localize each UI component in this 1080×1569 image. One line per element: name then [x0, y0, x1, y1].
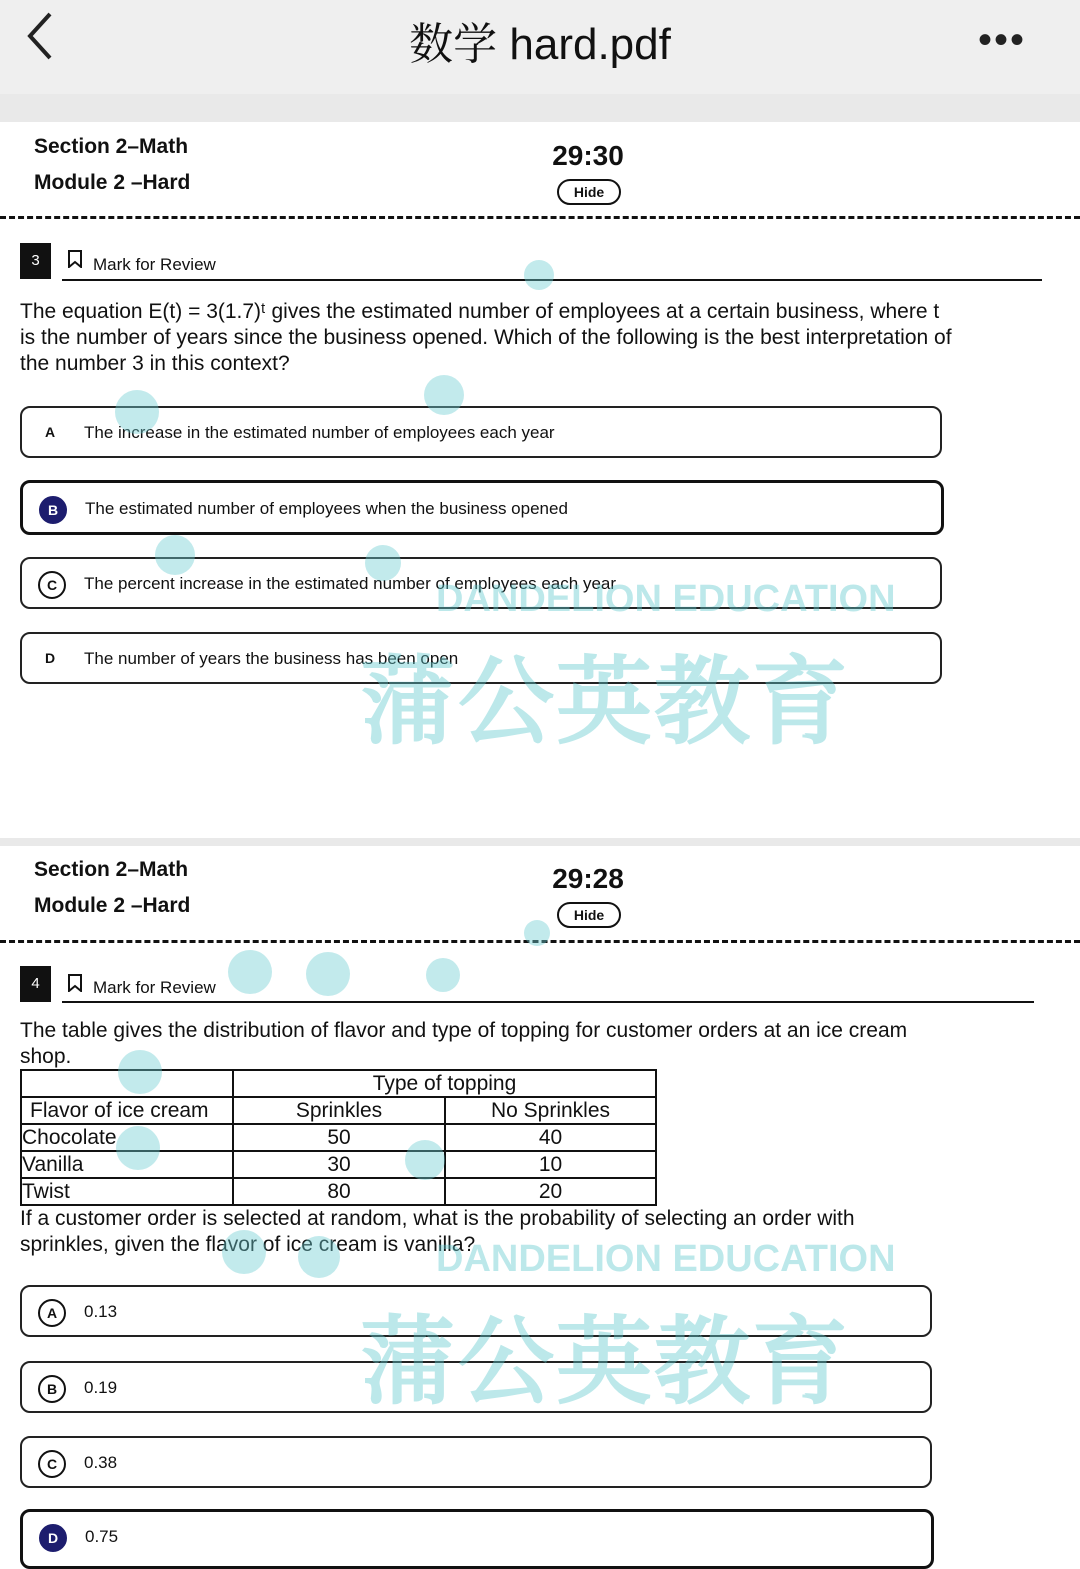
app-header	[0, 0, 1080, 94]
option-text: 0.75	[85, 1527, 119, 1546]
option-text: The percent increase in the estimated number of employees each year	[84, 574, 617, 593]
mark-for-review[interactable]: Mark for Review	[93, 255, 216, 274]
question-line: sprinkles, given the flavor of ice cream is vanilla?	[20, 1233, 476, 1256]
option-letter: C	[38, 1450, 66, 1478]
table-row	[21, 1070, 656, 1097]
table-cell: 10	[445, 1151, 656, 1178]
question-line: The equation E(t) = 3(1.7)ᵗ gives the estimated number of employees at a certain business, where t	[20, 300, 940, 323]
page-gap	[0, 838, 1080, 846]
question-line: The table gives the distribution of flavor and type of topping for customer orders at an ice cream	[20, 1019, 908, 1042]
more-options-icon[interactable]: •••	[977, 18, 1026, 62]
countdown-timer: 29:30	[552, 140, 624, 171]
module-title: Module 2 –Hard	[34, 171, 191, 194]
watermark-text: DANDELION EDUCATION	[436, 1238, 896, 1280]
watermark-text: 蒲公英教育	[360, 1309, 850, 1416]
table-cell: Vanilla	[21, 1151, 233, 1178]
option-letter: D	[44, 650, 56, 666]
question-line: the number 3 in this context?	[20, 352, 290, 375]
table-cell	[21, 1070, 233, 1097]
question-line: If a customer order is selected at random, what is the probability of selecting an order with	[20, 1207, 855, 1230]
table-cell: Chocolate	[21, 1124, 233, 1151]
answer-option-a[interactable]	[20, 406, 942, 458]
table-group-header: Type of topping	[233, 1070, 656, 1097]
question-text	[20, 1206, 1050, 1258]
table-cell: 50	[233, 1124, 445, 1151]
distribution-table	[20, 1069, 657, 1206]
header-divider	[0, 940, 1080, 943]
document-title: 数学 hard.pdf	[409, 20, 671, 69]
table-row	[21, 1097, 656, 1124]
option-text: The estimated number of employees when the business opened	[85, 499, 568, 518]
watermark-text: 蒲公英教育	[360, 649, 850, 756]
question-number: 4	[20, 966, 51, 1002]
table-row-header: Flavor of ice cream	[21, 1097, 233, 1124]
hide-timer-button[interactable]: Hide	[557, 179, 621, 205]
option-letter: D	[39, 1524, 67, 1552]
option-text: 0.38	[84, 1453, 118, 1472]
answer-option-d[interactable]	[20, 1509, 934, 1569]
section-title: Section 2–Math	[34, 135, 189, 158]
option-text: The number of years the business has been open	[84, 649, 459, 668]
answer-option-b[interactable]	[20, 480, 944, 535]
option-letter: A	[44, 424, 56, 440]
question-line: shop.	[20, 1045, 72, 1068]
option-letter: B	[38, 1375, 66, 1403]
watermark-text: DANDELION EDUCATION	[436, 578, 896, 620]
answer-option-d[interactable]	[20, 632, 942, 684]
hide-timer-button[interactable]: Hide	[557, 902, 621, 928]
table-row	[21, 1178, 656, 1205]
answer-option-c[interactable]	[20, 1436, 932, 1488]
module-title: Module 2 –Hard	[34, 894, 191, 917]
bookmark-icon[interactable]	[68, 250, 82, 268]
table-column-header: Sprinkles	[233, 1097, 445, 1124]
page-gap	[0, 94, 1080, 122]
option-text: The increase in the estimated number of employees each year	[84, 423, 555, 442]
table-cell: 40	[445, 1124, 656, 1151]
question-line: is the number of years since the business opened. Which of the following is the best interpretation of	[20, 326, 952, 349]
question-text	[20, 1018, 1050, 1070]
table-cell: Twist	[21, 1178, 233, 1205]
table-cell: 20	[445, 1178, 656, 1205]
question-rule	[62, 279, 1042, 281]
answer-option-c[interactable]	[20, 557, 942, 609]
option-text: 0.13	[84, 1302, 118, 1321]
countdown-timer: 29:28	[552, 863, 624, 894]
section-title: Section 2–Math	[34, 858, 189, 881]
table-row	[21, 1151, 656, 1178]
option-letter: C	[38, 571, 66, 599]
question-rule	[62, 1001, 1034, 1003]
option-letter: A	[38, 1299, 66, 1327]
option-letter: B	[39, 496, 67, 524]
mark-for-review[interactable]: Mark for Review	[93, 978, 216, 997]
table-cell: 80	[233, 1178, 445, 1205]
bookmark-icon[interactable]	[68, 974, 82, 992]
answer-option-b[interactable]	[20, 1361, 932, 1413]
question-text	[20, 299, 1050, 377]
table-column-header: No Sprinkles	[445, 1097, 656, 1124]
question-number: 3	[20, 243, 51, 279]
table-row	[21, 1124, 656, 1151]
table-cell: 30	[233, 1151, 445, 1178]
option-text: 0.19	[84, 1378, 118, 1397]
header-divider	[0, 216, 1080, 219]
answer-option-a[interactable]	[20, 1285, 932, 1337]
